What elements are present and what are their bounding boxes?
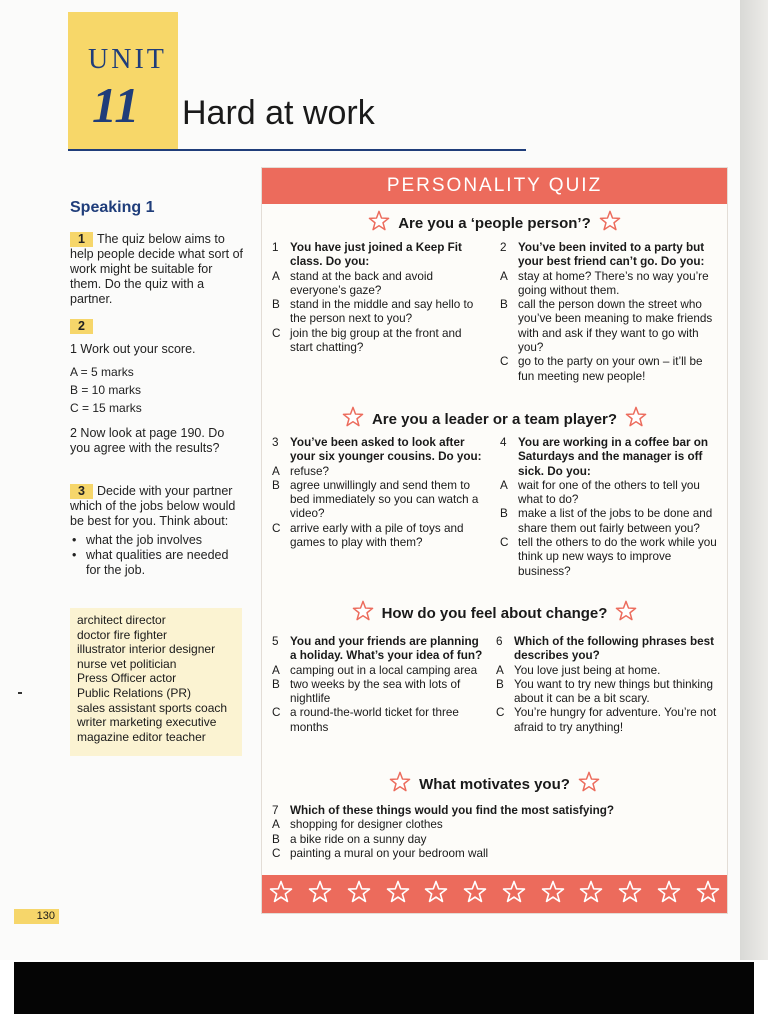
option-text: stand at the back and avoid everyone’s gaze?: [290, 269, 433, 297]
task-text: Decide with your partner which of the jobs below would be best for you. Think about:: [70, 484, 236, 528]
quiz-question-1: [272, 241, 484, 355]
question-stem: You have just joined a Keep Fit class. Do you:: [290, 241, 462, 269]
star-outline-icon: [342, 406, 364, 432]
star-outline-icon: [463, 880, 487, 909]
star-outline-icon: [352, 600, 374, 626]
task-step: 1 Work out your score.: [70, 342, 196, 356]
jobs-line: nurse vet politician: [77, 656, 177, 671]
option-letter: A: [500, 269, 508, 283]
option-text: shopping for designer clothes: [290, 818, 443, 832]
section-title-text: What motivates you?: [419, 775, 570, 793]
option-text: You want to try new things but thinking about it can be a bit scary.: [514, 677, 714, 706]
option-letter: B: [496, 677, 504, 691]
option-letter: C: [500, 536, 509, 550]
quiz-question-6: [496, 635, 718, 735]
question-number: 5: [272, 635, 279, 648]
jobs-line: architect director: [77, 613, 166, 627]
question-number: 6: [496, 635, 503, 648]
star-outline-icon: [541, 880, 565, 909]
option-letter: B: [272, 832, 280, 846]
question-number: 3: [272, 436, 279, 449]
quiz-section-title: [262, 406, 727, 432]
jobs-box: [70, 608, 242, 756]
task-1: [70, 232, 245, 307]
option-letter: A: [272, 663, 280, 677]
option-letter: A: [496, 663, 504, 677]
star-outline-icon: [368, 210, 390, 236]
unit-title: Hard at work: [182, 94, 375, 132]
jobs-line: Public Relations (PR): [77, 685, 192, 700]
jobs-line: doctor fire fighter: [77, 627, 168, 642]
star-outline-icon: [579, 880, 603, 909]
option-text: painting a mural on your bedroom wall: [290, 846, 489, 860]
jobs-line: illustrator interior designer: [77, 642, 216, 657]
option-text: arrive early with a pile of toys and games to play with them?: [290, 521, 464, 550]
question-stem: You are working in a coffee bar on Saturdays and the manager is off sick. Do you:: [518, 436, 709, 478]
star-outline-icon: [502, 880, 526, 909]
quiz-question-7: [272, 804, 712, 861]
section-title-text: Are you a ‘people person’?: [398, 214, 591, 232]
option-text: make a list of the jobs to be done and share them out fairly between you?: [518, 507, 713, 535]
star-outline-icon: [269, 880, 293, 909]
personality-quiz: [262, 168, 727, 913]
star-outline-icon: [578, 771, 600, 797]
score-b: B = 10 marks: [70, 383, 142, 397]
option-text: call the person down the street who you’ve been meaning to make friends with and ask if they want to go with you?: [518, 298, 713, 355]
option-text: stay at home? There’s no way you’re going without them.: [518, 269, 709, 297]
option-letter: A: [272, 269, 280, 283]
list-item: • what qualities are needed for the job.: [84, 548, 245, 578]
star-outline-icon: [347, 880, 371, 909]
score-c: C = 15 marks: [70, 401, 142, 415]
option-letter: B: [272, 478, 280, 492]
title-divider: [68, 149, 526, 151]
quiz-section-title: [262, 771, 727, 797]
section-title-text: Are you a leader or a team player?: [371, 410, 618, 428]
quiz-footer-stars: [262, 875, 727, 913]
option-text: wait for one of the others to tell you what to do?: [518, 478, 700, 507]
jobs-line: sales assistant sports coach: [77, 700, 228, 715]
question-stem: You and your friends are planning a holiday. What’s your idea of fun?: [290, 635, 483, 663]
list-item: • what the job involves: [84, 533, 245, 548]
option-text: a bike ride on a sunny day: [290, 832, 427, 846]
option-text: camping out in a local camping area: [290, 663, 478, 677]
option-letter: C: [272, 326, 281, 340]
option-letter: B: [500, 507, 508, 521]
option-text: tell the others to do the work while you think up new ways to improve business?: [518, 536, 717, 578]
star-outline-icon: [424, 880, 448, 909]
option-text: a round-the-world ticket for three months: [290, 706, 459, 734]
unit-label: UNIT: [88, 44, 167, 75]
option-letter: C: [272, 706, 281, 720]
question-number: 4: [500, 436, 507, 449]
quiz-question-5: [272, 635, 484, 735]
question-number: 2: [500, 241, 507, 254]
task-number: 2: [70, 319, 93, 334]
task-number: 1: [70, 232, 93, 247]
question-number: 7: [272, 804, 279, 817]
option-letter: C: [500, 355, 509, 369]
option-text: two weeks by the sea with lots of nightlife: [290, 677, 461, 706]
star-outline-icon: [696, 880, 720, 909]
quiz-section-title: [262, 210, 727, 236]
question-stem: Which of the following phrases best describes you?: [514, 635, 714, 663]
question-stem: Which of these things would you find the most satisfying?: [290, 804, 615, 817]
question-stem: You’ve been asked to look after your six younger cousins. Do you:: [290, 436, 482, 464]
jobs-line: Press Officer actor: [77, 671, 177, 686]
option-text: You love just being at home.: [514, 663, 661, 677]
star-outline-icon: [615, 600, 637, 626]
option-letter: C: [272, 846, 281, 860]
quiz-question-3: [272, 436, 484, 550]
option-text: agree unwillingly and send them to bed immediately so you can watch a video?: [290, 478, 479, 521]
task-3: [70, 484, 245, 578]
star-outline-icon: [657, 880, 681, 909]
section-heading: Speaking 1: [70, 199, 155, 216]
scan-edge: [14, 962, 754, 1014]
option-text: join the big group at the front and start chatting?: [290, 326, 462, 355]
star-outline-icon: [389, 771, 411, 797]
jobs-line: magazine editor teacher: [77, 729, 206, 744]
quiz-section-title: [262, 600, 727, 626]
option-text: You’re hungry for adventure. You’re not afraid to try anything!: [514, 706, 717, 734]
question-number: 1: [272, 241, 279, 254]
option-text: go to the party on your own – it’ll be fun meeting new people!: [518, 355, 703, 383]
task-number: 3: [70, 484, 93, 499]
section-title-text: How do you feel about change?: [381, 604, 608, 622]
margin-mark: [18, 692, 22, 694]
jobs-line: writer marketing executive: [77, 715, 217, 730]
quiz-question-2: [500, 241, 718, 384]
option-letter: A: [500, 478, 508, 492]
option-letter: A: [272, 464, 280, 478]
quiz-question-4: [500, 436, 718, 579]
page-edge: [740, 0, 768, 960]
star-outline-icon: [386, 880, 410, 909]
question-stem: You’ve been invited to a party but your best friend can’t go. Do you:: [518, 241, 705, 269]
option-letter: A: [272, 818, 280, 832]
page-number: 130: [14, 909, 59, 924]
option-text: stand in the middle and say hello to the person next to you?: [290, 298, 474, 326]
score-a: A = 5 marks: [70, 365, 134, 379]
star-outline-icon: [618, 880, 642, 909]
option-letter: C: [272, 521, 281, 535]
quiz-banner: PERSONALITY QUIZ: [262, 168, 727, 204]
task-2: [70, 319, 245, 456]
option-letter: B: [500, 298, 508, 312]
option-letter: B: [272, 677, 280, 691]
task-step: 2 Now look at page 190. Do you agree with the results?: [70, 426, 225, 455]
option-letter: C: [496, 706, 505, 720]
star-outline-icon: [599, 210, 621, 236]
unit-number: 11: [92, 77, 140, 133]
star-outline-icon: [308, 880, 332, 909]
star-outline-icon: [625, 406, 647, 432]
option-letter: B: [272, 298, 280, 312]
task-text: The quiz below aims to help people decide what sort of work might be suitable for them. Do the quiz with a partner.: [70, 232, 244, 306]
think-about-list: [70, 533, 245, 578]
option-text: refuse?: [290, 464, 329, 478]
